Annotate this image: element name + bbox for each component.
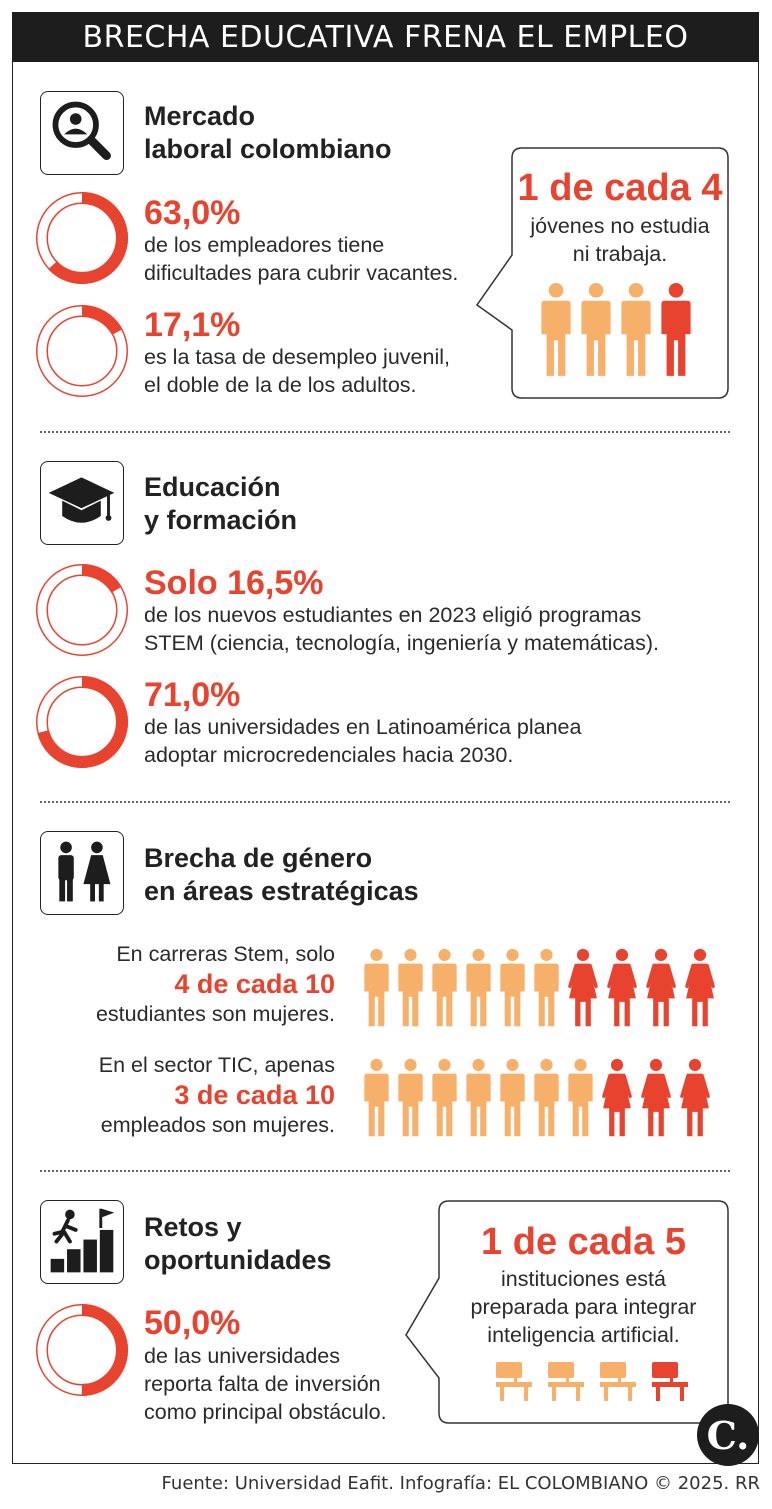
stat-description: de los nuevos estudiantes en 2023 eligió programas STEM (ciencia, tecnología, ingeniería y matemáticas). xyxy=(144,603,660,655)
desk-icon xyxy=(546,1360,586,1407)
gender-row-tic-text: En el sector TIC, apenas 3 de cada 10 empleados son mujeres. xyxy=(98,1053,335,1137)
desk-icon xyxy=(598,1360,638,1407)
stat-description: de las universidades en Latinoamérica planea adoptar microcredenciales hacia 2030. xyxy=(144,715,582,767)
stat-description: es la tasa de desempleo juvenil, el doble de la de los adultos. xyxy=(144,345,450,397)
stat-value: 50,0% xyxy=(144,1304,241,1342)
section-title-mercado: Mercado laboral colombiano xyxy=(144,101,392,164)
desk-pictogram xyxy=(494,1360,690,1407)
desk-icon xyxy=(494,1360,534,1407)
source-credit: Fuente: Universidad Eafit. Infografía: EL COLOMBIANO © 2025. RR xyxy=(161,1473,760,1494)
callout-youth: 1 de cada 4 jóvenes no estudia ni trabaja. xyxy=(517,167,723,266)
section-title-educacion: Educación y formación xyxy=(144,472,298,535)
page-title: BRECHA EDUCATIVA FRENA EL EMPLEO xyxy=(12,12,759,62)
stat-value: Solo 16,5% xyxy=(144,564,324,602)
stat-value: 71,0% xyxy=(144,676,241,714)
callout-ai: 1 de cada 5 instituciones está preparada para integrar inteligencia artificial. xyxy=(470,1221,697,1347)
section-title-genero: Brecha de género en áreas estratégicas xyxy=(144,843,419,906)
stat-description: de los empleadores tiene dificultades para cubrir vacantes. xyxy=(144,233,459,285)
section-title-retos: Retos y oportunidades xyxy=(144,1212,332,1275)
stat-value: 17,1% xyxy=(144,306,241,344)
el-colombiano-logo: C. xyxy=(697,1404,759,1466)
gender-row-stem-text: En carreras Stem, solo 4 de cada 10 estudiantes son mujeres. xyxy=(95,942,335,1026)
stat-value: 63,0% xyxy=(144,194,241,232)
stat-description: de las universidades reporta falta de inversión como principal obstáculo. xyxy=(144,1344,387,1424)
desk-icon-highlighted xyxy=(650,1360,690,1407)
